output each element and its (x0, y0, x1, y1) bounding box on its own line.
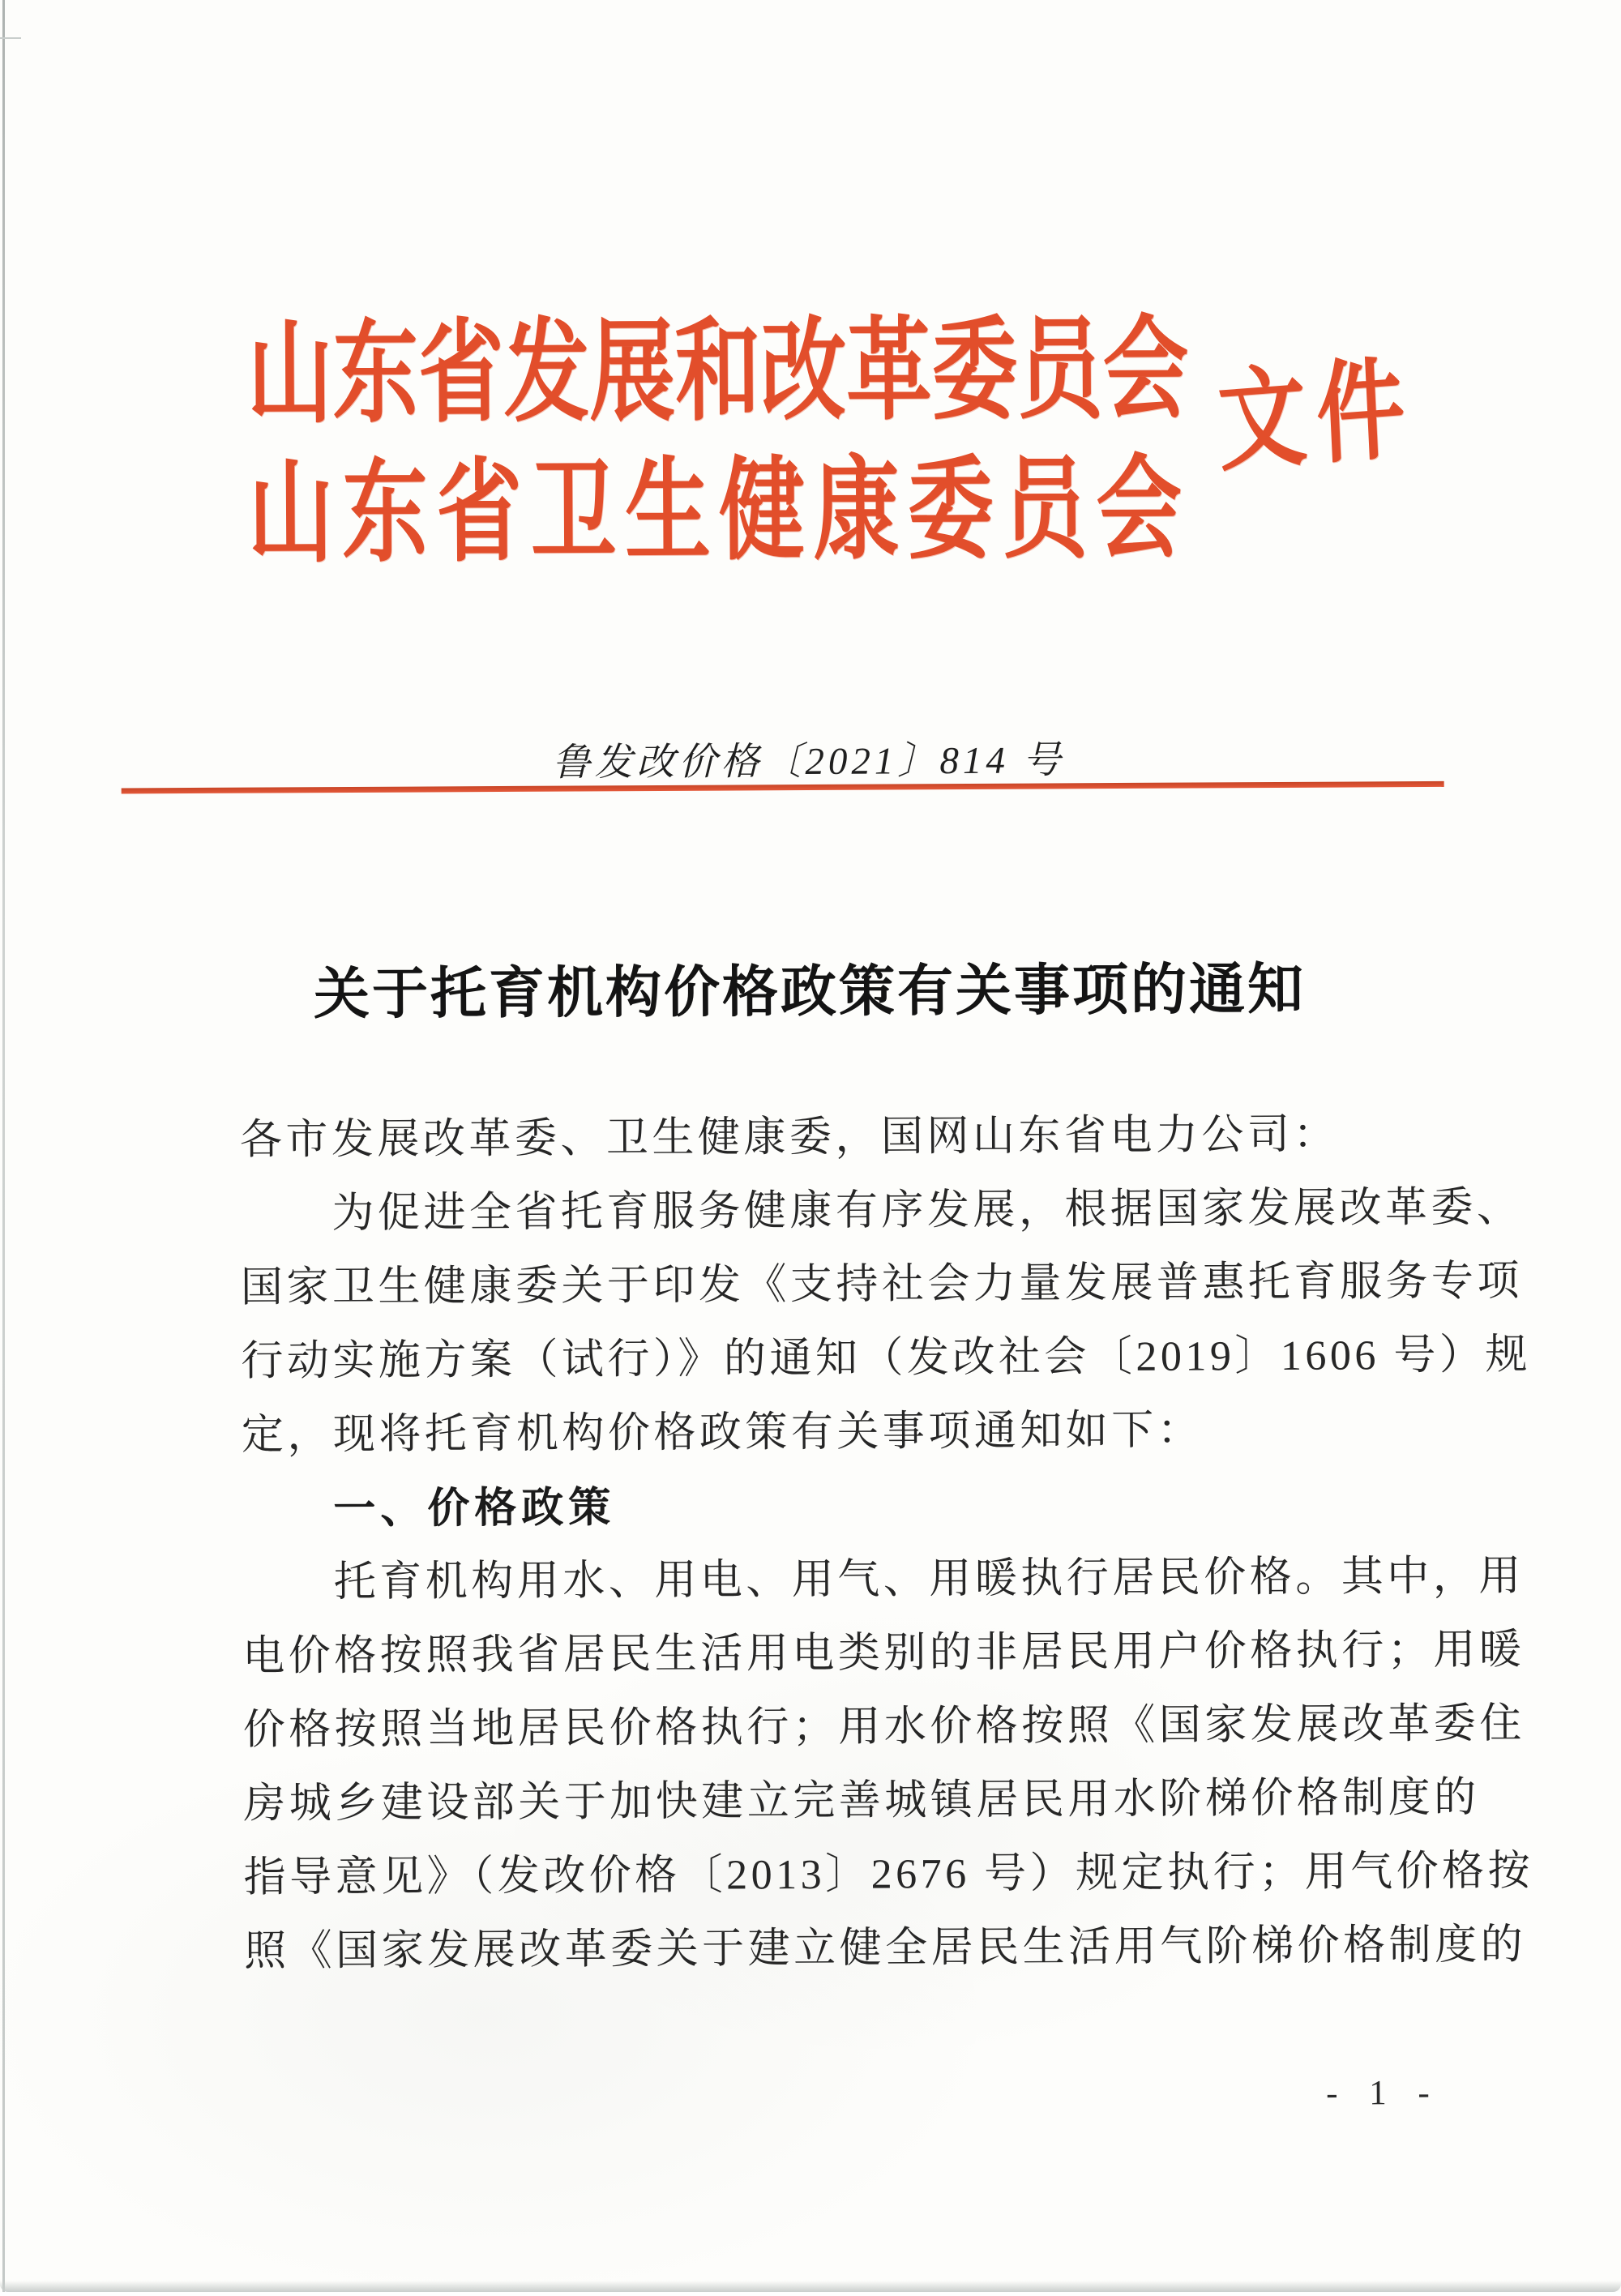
scan-edge-bottom (0, 2281, 1621, 2292)
body-paragraph-line: 照《国家发展改革委关于建立健全居民生活用气阶梯价格制度的 (244, 1922, 1527, 1975)
body-section-heading: 一、价格政策 (333, 1484, 616, 1533)
body-paragraph-line: 房城乡建设部关于加快建立完善城镇居民用水阶梯价格制度的 (243, 1774, 1480, 1828)
document-title: 关于托育机构价格政策有关事项的通知 (313, 958, 1307, 1026)
body-paragraph-line: 为促进全省托育服务健康有序发展，根据国家发展改革委、 (331, 1184, 1523, 1238)
scan-edge-left (2, 0, 5, 2292)
body-paragraph-line: 托育机构用水、用电、用气、用暖执行居民价格。其中，用 (333, 1553, 1525, 1606)
document-reference-number: 鲁发改价格〔2021〕814 号 (552, 739, 1065, 785)
page-number: - 1 - (1326, 2073, 1441, 2113)
body-paragraph-line: 国家卫生健康委关于印发《支持社会力量发展普惠托育服务专项 (240, 1258, 1524, 1311)
body-paragraph-line: 价格按照当地居民价格执行；用水价格按照《国家发展改革委住 (242, 1700, 1525, 1754)
letterhead-org-line-1: 山东省发展和改革委员会 (246, 307, 1189, 437)
body-paragraph-line: 指导意见》（发改价格〔2013〕2676 号）规定执行；用气价格按 (243, 1848, 1534, 1901)
scan-artifact-mark (0, 37, 21, 39)
body-paragraph-line: 电价格按照我省居民生活用电类别的非居民用户价格执行；用暖 (242, 1627, 1525, 1680)
body-paragraph-line: 行动实施方案（试行）》的通知（发改社会〔2019〕1606 号）规 (241, 1332, 1532, 1385)
letterhead-org-line-2: 山东省卫生健康委员会 (247, 447, 1191, 576)
body-paragraph-line: 定，现将托育机构价格政策有关事项通知如下： (241, 1407, 1204, 1459)
letterhead-doc-type-label: 文件 (1215, 348, 1418, 485)
body-salutation-line: 各市发展改革委、卫生健康委，国网山东省电力公司： (239, 1111, 1340, 1164)
